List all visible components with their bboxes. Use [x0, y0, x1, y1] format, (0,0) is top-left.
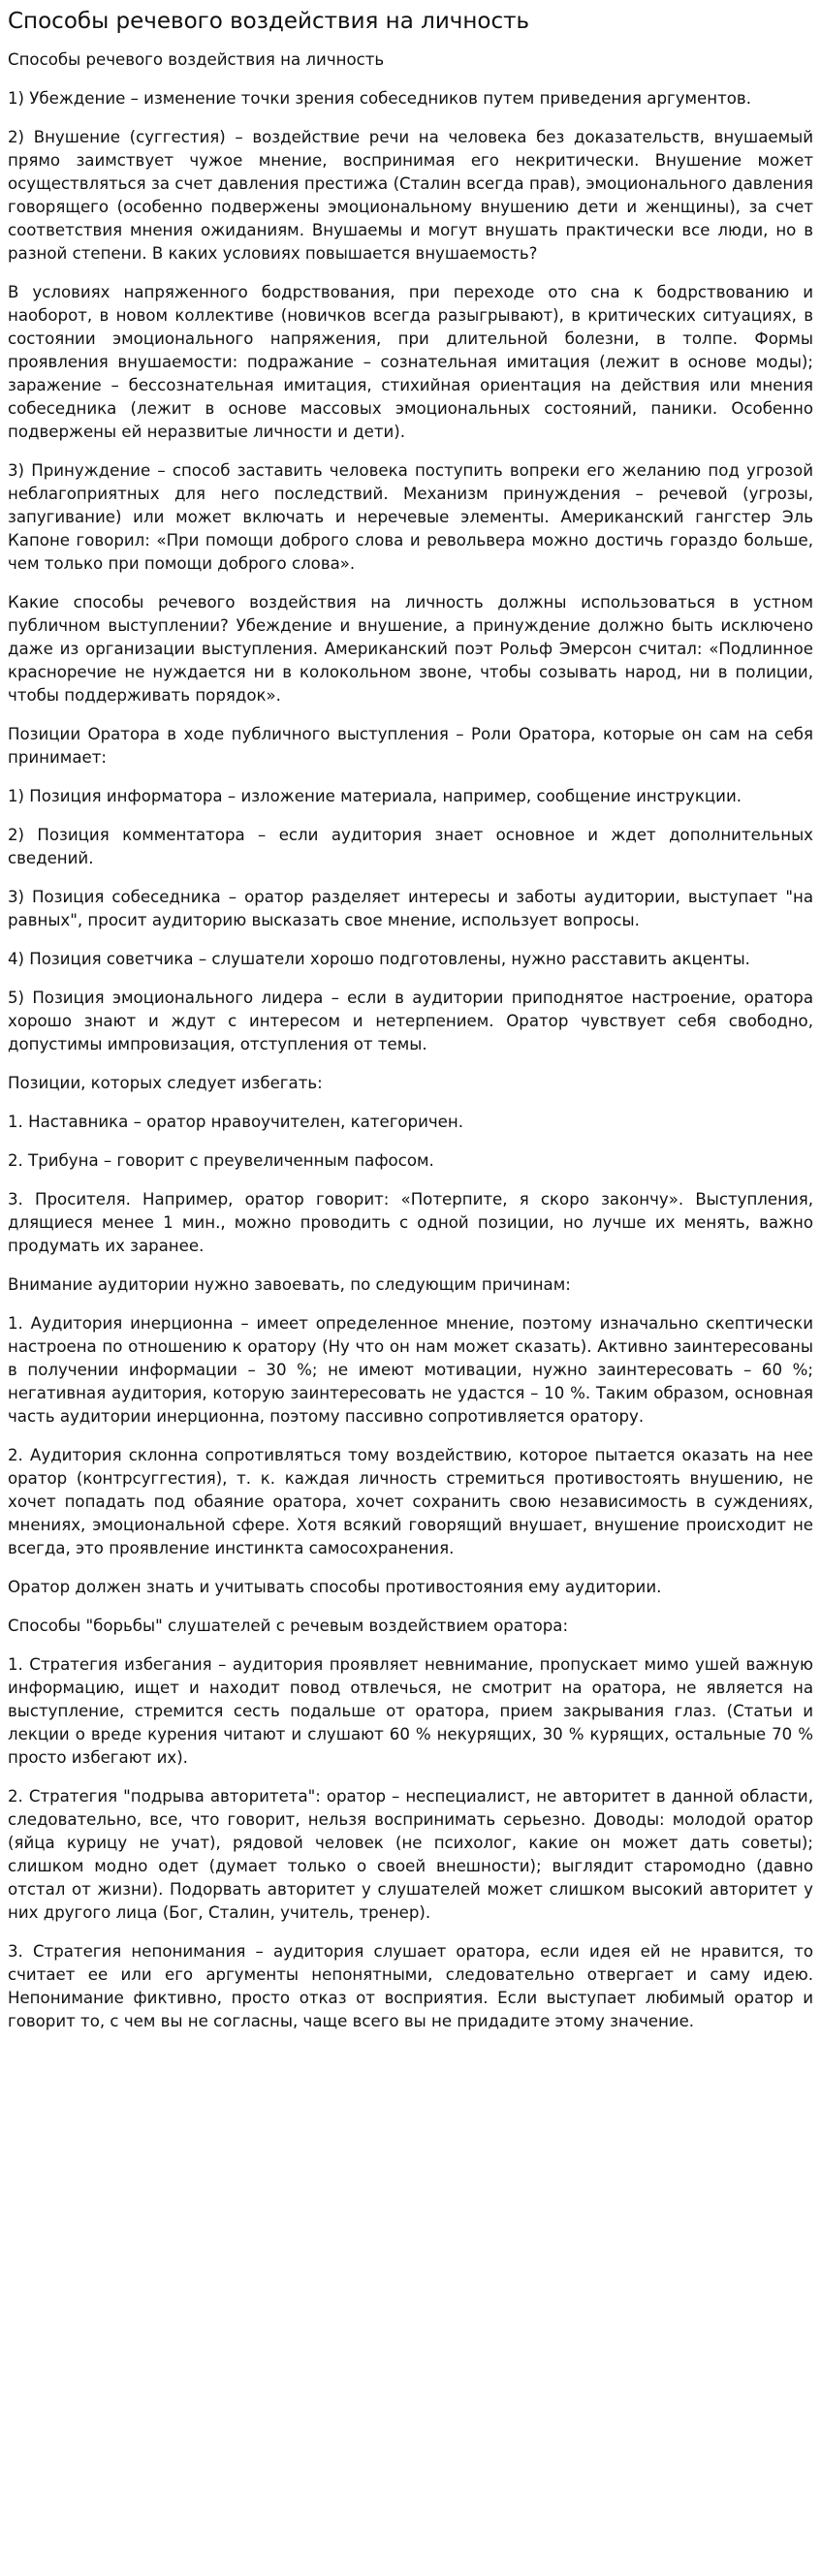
paragraph-struggle-methods: Способы "борьбы" слушателей с речевым воздействием оратора: — [8, 1617, 569, 1635]
paragraph-position-interlocutor: 3) Позиция собеседника – оратор разделяет интересы и заботы аудитории, выступает "на равных", просит аудиторию высказать свое мнение, использует вопросы. — [8, 888, 813, 929]
paragraph-avoid-petitioner: 3. Просителя. Например, оратор говорит: «Потерпите, я скоро закончу». Выступления, длящиеся менее 1 мин., можно проводить с одной позиции, но лучше их менять, важно продумать их заранее. — [8, 1190, 813, 1255]
article-subtitle: Способы речевого воздействия на личность — [8, 50, 385, 69]
paragraph-position-advisor: 4) Позиция советчика – слушатели хорошо подготовлены, нужно расставить акценты. — [8, 950, 750, 968]
paragraph-position-emotional-leader: 5) Позиция эмоционального лидера – если в аудитории приподнятое настроение, оратора хорошо знают и ждут с интересом и нетерпением. Оратор чувствует себя свободно, допустимы импровизация, отступления от темы. — [8, 989, 813, 1053]
page-title: Способы речевого воздействия на личность — [8, 9, 530, 34]
paragraph-suggestibility-conditions: В условиях напряженного бодрствования, при переходе ото сна к бодрствованию и наоборот, в новом коллективе (новичков всегда разыгрывают), в критических ситуациях, в состоянии эмоционального напряжения, при длительной болезни, в толпе. Формы проявления внушаемости: подражание – сознательная имитация (лежит в основе моды); заражение – бессознательная имитация, стихийная ориентация на действия или мнения собеседника (лежит в основе массовых эмоциональных состояний, паники. Особенно подвержены ей неразвитые личности и дети). — [8, 283, 813, 441]
paragraph-strategy-undermining-authority: 2. Стратегия "подрыва авторитета": оратор – неспециалист, не авторитет в данной области, следовательно, все, что говорит, нельзя воспринимать серьезно. Доводы: молодой оратор (яйца курицу не учат), рядовой человек (не психолог, какие он может дать советы); слишком модно одет (думает только о своей внешности); выглядит старомодно (давно отстал от жизни). Подорвать авторитет у слушателей может слишком высокий авторитет у них другого лица (Бог, Сталин, учитель, тренер). — [8, 1787, 813, 1922]
paragraph-strategy-misunderstanding: 3. Стратегия непонимания – аудитория слушает оратора, если идея ей не нравится, то считает ее или его аргументы непонятными, следовательно отвергает и саму идею. Непонимание фиктивно, просто отказ от восприятия. Если выступает любимый оратор и говорит то, с чем вы не согласны, чаще всего вы не придадите этому значение. — [8, 1942, 813, 2030]
paragraph-coercion: 3) Принуждение – способ заставить человека поступить вопреки его желанию под угрозой неблагоприятных для него последствий. Механизм принуждения – речевой (угрозы, запугивание) или может включать и неречевые элементы. Американский гангстер Эль Капоне говорил: «При помощи доброго слова и револьвера можно достичь гораздо больше, чем только при помощи доброго слова». — [8, 461, 813, 573]
paragraph-avoid-mentor: 1. Наставника – оратор нравоучителен, категоричен. — [8, 1113, 464, 1131]
paragraph-audience-countersuggestion: 2. Аудитория склонна сопротивляться тому воздействию, которое пытается оказать на нее оратор (контрсуггестия), т. к. каждая личность стремиться противостоять внушению, не хочет попадать под обаяние оратора, хочет сохранить свою независимость в суждениях, мнениях, эмоциональной сфере. Хотя всякий говорящий внушает, внушение происходит не всегда, это проявление инстинкта самосохранения. — [8, 1446, 813, 1557]
paragraph-public-speech-methods: Какие способы речевого воздействия на личность должны использоваться в устном публичном выступлении? Убеждение и внушение, а принуждение должно быть исключено даже из организации выступления. Американский поэт Рольф Эмерсон считал: «Подлинное красноречие не нуждается ни в колокольном звоне, чтобы созывать народ, ни в полиции, чтобы поддерживать порядок». — [8, 593, 813, 705]
paragraph-strategy-avoidance: 1. Стратегия избегания – аудитория проявляет невнимание, пропускает мимо ушей важную информацию, ищет и находит повод отвлечься, не смотрит на оратора, не является на выступление, стремится сесть подальше от оратора, прием закрывания глаз. (Статьи и лекции о вреде курения читают и слушают 60 % некурящих, 30 % курящих, остальные 70 % просто избегают их). — [8, 1655, 813, 1767]
paragraph-resistance-intro: Оратор должен знать и учитывать способы противостояния ему аудитории. — [8, 1578, 662, 1596]
paragraph-persuasion: 1) Убеждение – изменение точки зрения собеседников путем приведения аргументов. — [8, 89, 751, 108]
paragraph-avoid-tribune: 2. Трибуна – говорит с преувеличенным пафосом. — [8, 1151, 434, 1170]
paragraph-suggestion: 2) Внушение (суггестия) – воздействие речи на человека без доказательств, внушаемый прямо заимствует чужое мнение, воспринимая его некритически. Внушение может осуществляться за счет давления престижа (Сталин всегда прав), эмоционального давления говорящего (особенно подвержены эмоциональному внушению дети и женщины), за счет соответствия мнения ожиданиям. Внушаемы и могут внушать практически все люди, но в разной степени. В каких условиях повышается внушаемость? — [8, 128, 813, 263]
paragraph-position-commentator: 2) Позиция комментатора – если аудитория знает основное и ждет дополнительных сведений. — [8, 826, 813, 867]
paragraph-audience-inertia: 1. Аудитория инерционна – имеет определенное мнение, поэтому изначально скептически настроена по отношению к оратору (Ну что он нам может сказать). Активно заинтересованы в получении информации – 30 %; не имеют мотивации, нужно заинтересовать – 60 %; негативная аудитория, которую заинтересовать не удастся – 10 %. Таким образом, основная часть аудитории инерционна, поэтому пассивно сопротивляется оратору. — [8, 1314, 813, 1426]
paragraph-position-informer: 1) Позиция информатора – изложение материала, например, сообщение инструкции. — [8, 787, 742, 805]
paragraph-attention-intro: Внимание аудитории нужно завоевать, по следующим причинам: — [8, 1275, 571, 1294]
paragraph-speaker-positions-intro: Позиции Оратора в ходе публичного выступления – Роли Оратора, которые он сам на себя принимает: — [8, 725, 813, 767]
paragraph-positions-to-avoid: Позиции, которых следует избегать: — [8, 1074, 323, 1092]
